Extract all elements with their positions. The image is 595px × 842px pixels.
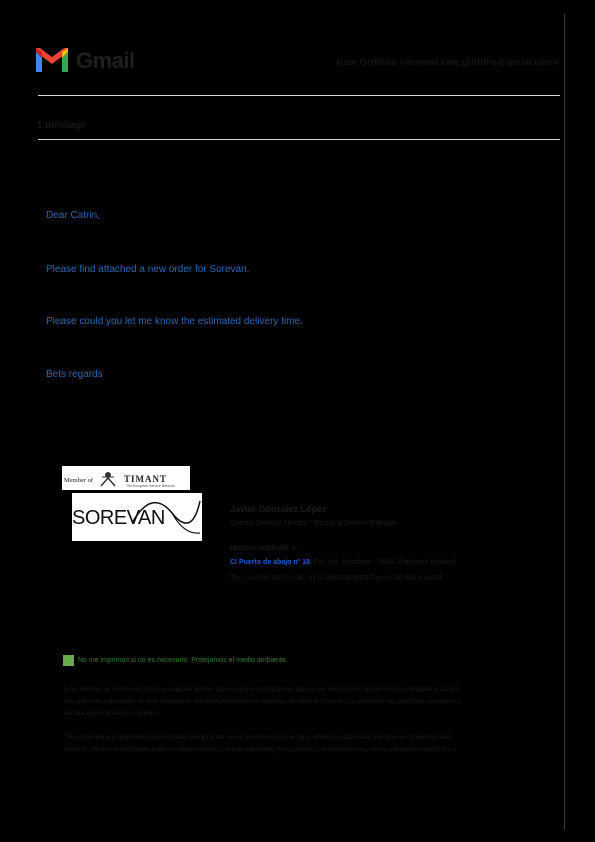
header-divider xyxy=(38,95,560,96)
legal-en-line: directors, officers or employees make no representation or accept any liability for its accuracy or completeness, unless expressly stated to the c xyxy=(64,746,456,753)
gmail-logo-icon xyxy=(34,46,70,74)
email-greeting: Dear Catrin, xyxy=(46,210,100,221)
email-closing: Bets regards xyxy=(46,369,103,380)
legal-es-line: declara expresamente lo contrario. xyxy=(64,710,160,717)
signature-address xyxy=(230,559,456,566)
signature-role: Director Servicio Técnico / Technical Service Manager xyxy=(230,520,398,527)
thread-divider xyxy=(38,139,560,140)
legal-notice-english xyxy=(64,732,550,756)
address-rest: . Pol. Ind. Algodrete - 28430 Algodrete (Madrid) xyxy=(309,559,457,566)
timant-emblem-icon xyxy=(98,468,118,488)
sorevan-logo xyxy=(72,493,202,541)
eco-notice: No me imprimas si no es necesario. Protejamos el medio ambiente. xyxy=(78,657,288,664)
signature-name: Javier González López xyxy=(230,504,327,514)
gmail-logo-text: Gmail xyxy=(76,48,135,73)
legal-es-line: Las opiniones expresadas en este mensaje no son necesariamente las opiniones de Medical Sorevan. La compañía, sus directores, ejecutivos o xyxy=(64,698,461,705)
legal-notice-spanish xyxy=(64,684,550,720)
timant-tagline: The European Service Network xyxy=(126,484,175,488)
message-count: 1 message xyxy=(37,120,86,131)
address-street-link[interactable]: C/ Puerto de abajo nº 18 xyxy=(230,559,310,566)
legal-es-line: Este mensaje de correo electrónico y cualquier archivo adjunto que lo acompañe es para el uso exclusivo de las personas o entidades a las que xyxy=(64,686,460,693)
timant-name: TIMANT xyxy=(124,474,168,484)
legal-en-line: This email and any attachments are intended solely for the use of the individual or entity to whom it is addressed and may be confidential and/ xyxy=(64,734,452,741)
email-body-line-2: Please could you let me know the estimated delivery time. xyxy=(46,316,303,327)
member-of-label: Member of xyxy=(64,477,94,484)
account-email: Kate Griffiths <viamed.kate.griffiths@gmail.com> xyxy=(336,57,559,68)
sorevan-logo-text: SOREVAN xyxy=(72,507,165,529)
leaf-icon xyxy=(63,655,74,666)
signature-phone: Tfn: (+34) 91 850 10 38 - M (+34)636976603 Fax: (+34) 918 414824 xyxy=(230,575,442,582)
timant-member-logo xyxy=(62,466,190,490)
signature-company: MEDICAL SOREVAN, S. xyxy=(230,546,298,552)
email-body-line-1: Please find attached a new order for Sorevan. xyxy=(46,264,250,275)
